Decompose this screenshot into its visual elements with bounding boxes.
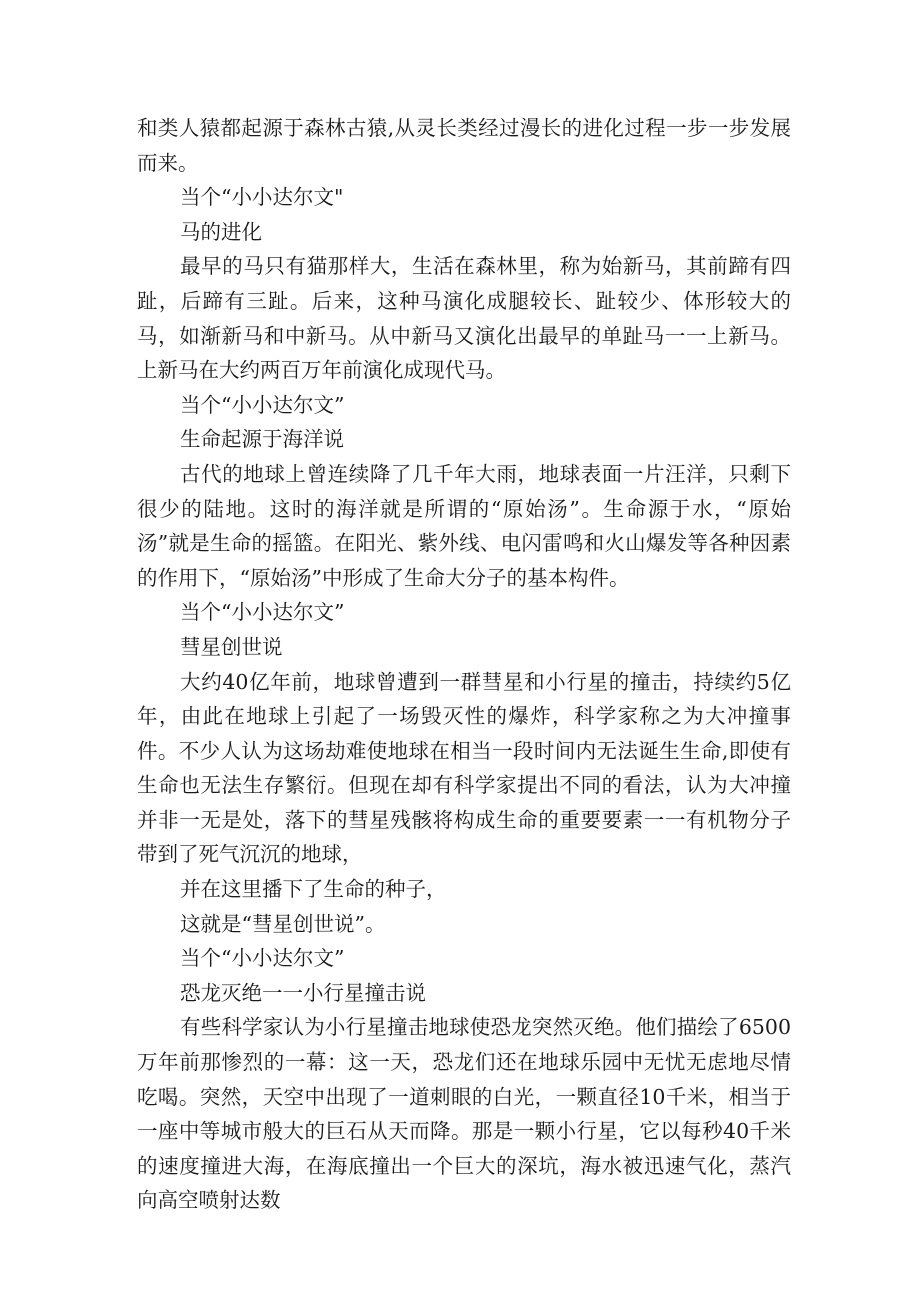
- section-label: 当个“小小达尔文”: [180, 392, 345, 417]
- section-heading-horse-evolution: 马的进化: [180, 219, 263, 244]
- paragraph-horse-evolution: 最早的马只有猫那样大，生活在森林里，称为始新马，其前蹄有四趾，后蹄有三趾。后来，这种马演化成腿较长、趾较少、体形较大的马，如渐新马和中新马。从中新马又演化出最早的单趾马一一上新马。上新马在大约两百万年前演化成现代马。: [137, 254, 791, 383]
- section-label: 当个“小小达尔文”: [180, 946, 345, 971]
- paragraph-comet-conclusion: 这就是“彗星创世说”。: [180, 911, 386, 936]
- paragraph-dinosaur-extinction: 有些科学家认为小行星撞击地球使恐龙突然灭绝。他们描绘了6500万年前那惨烈的一幕：这一天，恐龙们还在地球乐园中无忧无虑地尽情吃喝。突然，天空中出现了一道刺眼的白光，一颗直径10千米，相当于一座中等城市般大的巨石从天而降。那是一颗小行星，它以每秒40千米的速度撞进大海，在海底撞出一个巨大的深坑，海水被迅速气化，蒸汽向高空喷射达数: [137, 1015, 791, 1213]
- paragraph-comet-creation: 大约40亿年前，地球曾遭到一群彗星和小行星的撞击，持续约5亿年，由此在地球上引起了一场毁灭性的爆炸，科学家称之为大冲撞事件。不少人认为这场劫难使地球在相当一段时间内无法诞生生命,即使有生命也无法生存繁衍。但现在却有科学家提出不同的看法，认为大冲撞并非一无是处，落下的彗星残骸将构成生命的重要要素一一有机物分子带到了死气沉沉的地球，: [137, 669, 791, 867]
- paragraph-ocean-origin: 古代的地球上曾连续降了几千年大雨，地球表面一片汪洋，只剩下很少的陆地。这时的海洋就是所谓的“原始汤”。生命源于水，“原始汤”就是生命的摇篮。在阳光、紫外线、电闪雷鸣和火山爆发等各种因素的作用下，“原始汤”中形成了生命大分子的基本构件。: [137, 461, 791, 590]
- section-label: 当个“小小达尔文": [180, 185, 344, 210]
- section-heading-ocean-origin: 生命起源于海洋说: [180, 427, 345, 452]
- section-label: 当个“小小达尔文”: [180, 600, 345, 625]
- paragraph-comet-seed: 并在这里播下了生命的种子，: [180, 877, 447, 902]
- section-heading-comet-creation: 彗星创世说: [180, 634, 283, 659]
- paragraph-human-origin-continued: 和类人猿都起源于森林古猿,从灵长类经过漫长的进化过程一步一步发展而来。: [137, 116, 791, 175]
- document-body: [137, 111, 791, 1218]
- section-heading-dinosaur-extinction: 恐龙灭绝一一小行星撞击说: [180, 980, 427, 1005]
